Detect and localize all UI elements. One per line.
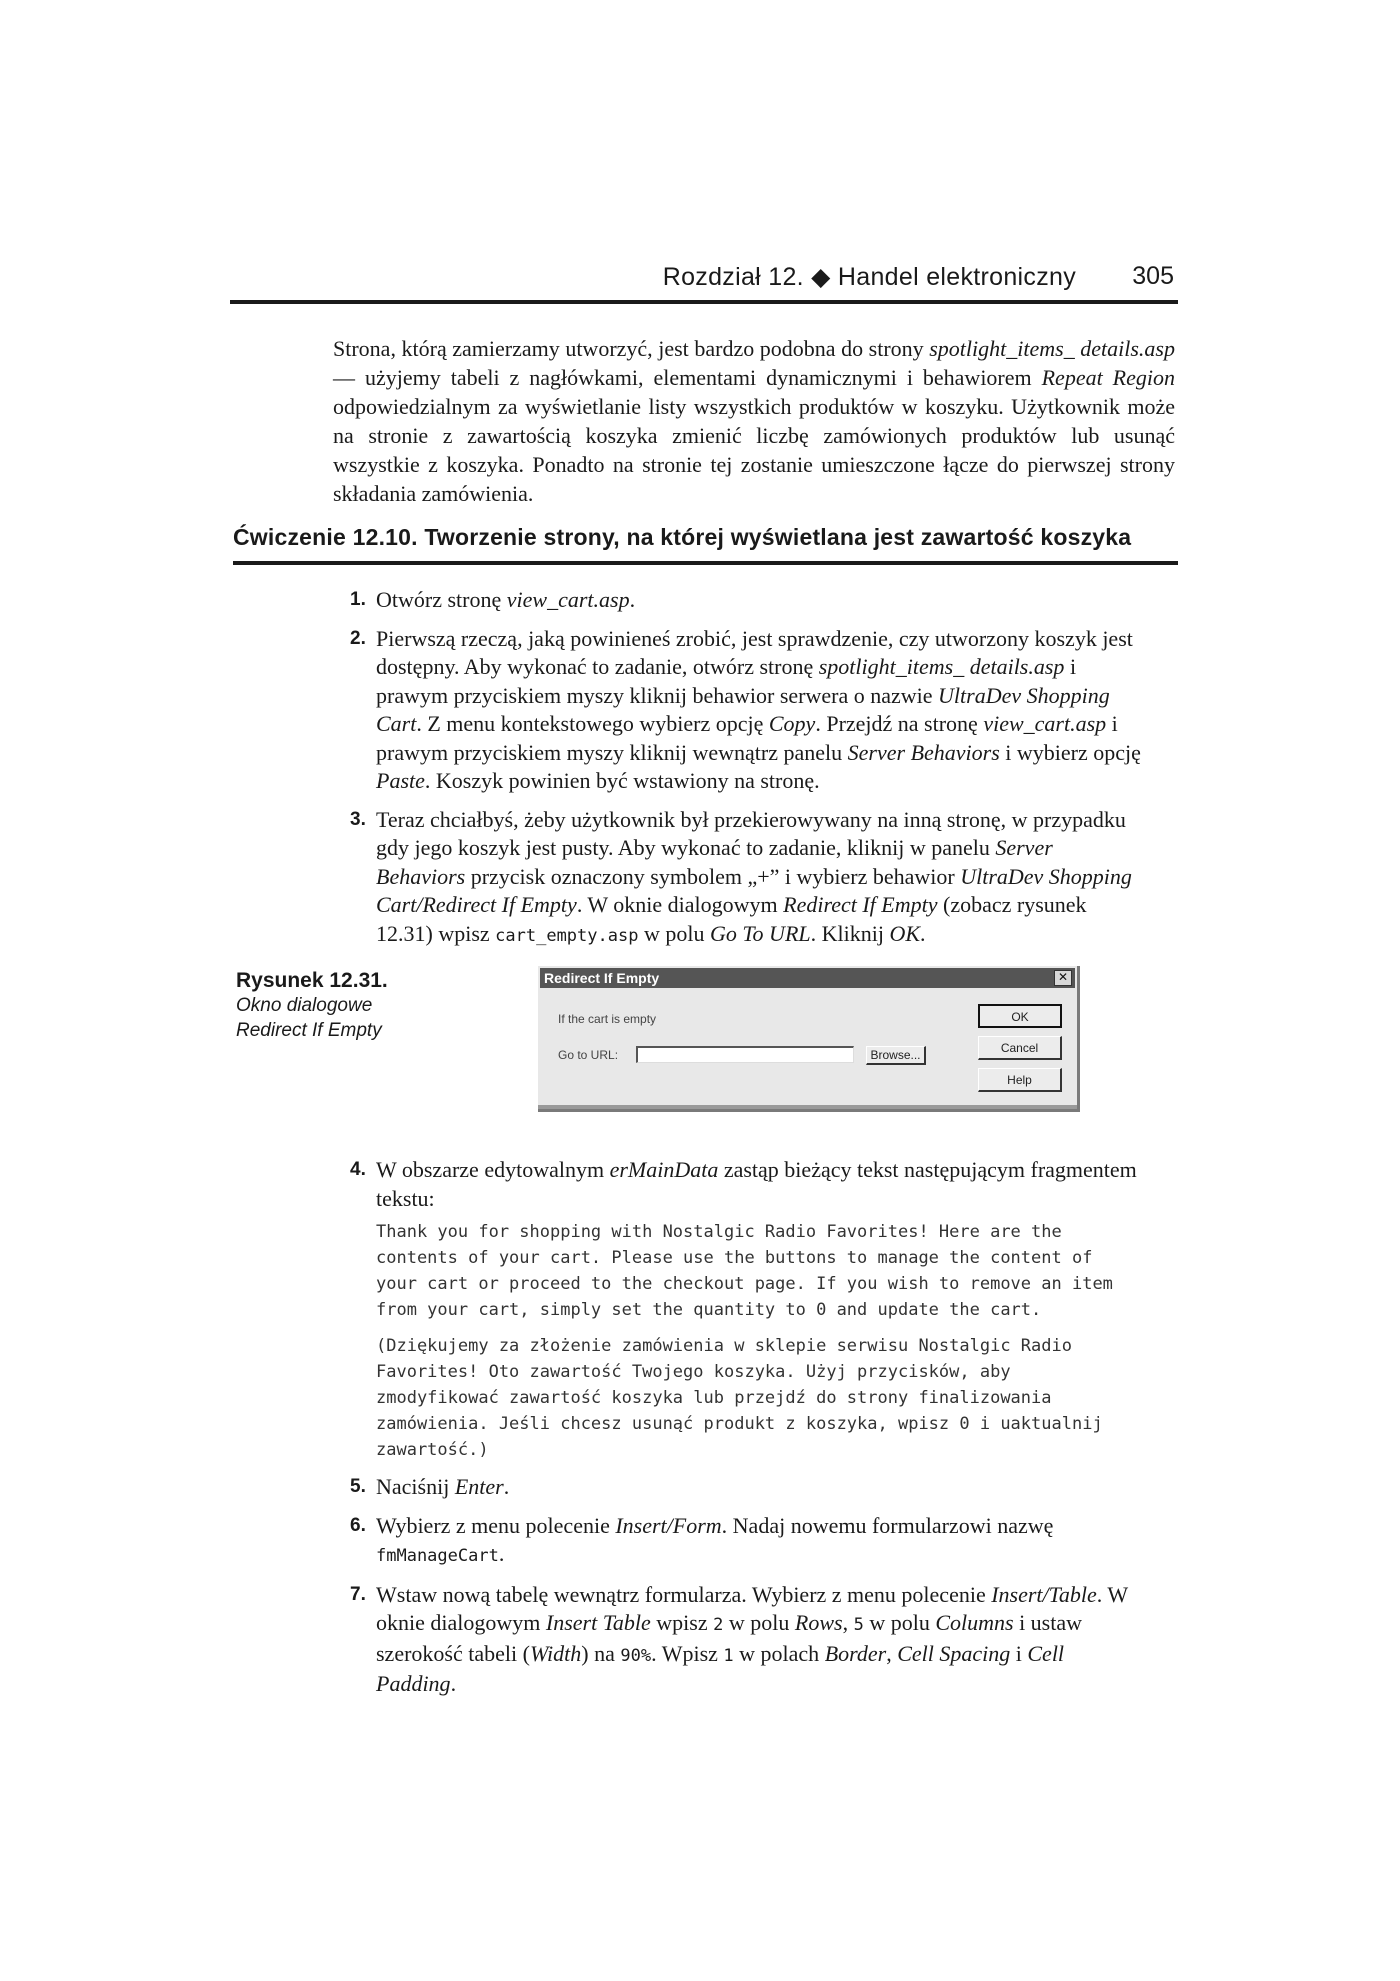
step-text: Otwórz stronę view_cart.asp.: [376, 587, 636, 612]
dialog-titlebar: [540, 968, 1075, 988]
figure-caption: [236, 968, 426, 1043]
code-block-polish: (Dziękujemy za złożenie zamówienia w sklepie serwisu Nostalgic Radio Favorites! Oto zawartość Twojego koszyka. Użyj przycisków, aby zmodyfikować zawartość koszyka lub przejdź do strony finalizowania zamówienia. Jeśli chcesz usunąć produkt z koszyka, wpisz 0 i uaktualnij zawartość.): [376, 1336, 1113, 1460]
dialog-title: Redirect If Empty: [544, 970, 660, 986]
step-text: Wybierz z menu polecenie Insert/Form. Nadaj nowemu formularzowi nazwę fmManageCart.: [376, 1512, 1054, 1566]
step-number: 6.: [350, 1514, 366, 1536]
go-to-url-label: Go to URL:: [558, 1048, 619, 1062]
step-2: [352, 625, 1142, 796]
figure-description: Redirect If Empty: [236, 1020, 382, 1041]
code-block-english: Thank you for shopping with Nostalgic Radio Favorites! Here are the contents of your cart. Please use the buttons to manage the content of your cart or proceed to the checkout page. If you wish to remove an item from your cart, simply set the quantity to 0 and update the cart.: [376, 1222, 1124, 1320]
figure-description: Okno dialogowe: [236, 995, 373, 1016]
redirect-if-empty-dialog: [538, 966, 1080, 1112]
step-text: Pierwszą rzeczą, jaką powinieneś zrobić, jest sprawdzenie, czy utworzony koszyk jest dostępny. Aby wykonać to zadanie, otwórz stronę spotlight_items_ details.asp i prawym przyciskiem myszy kliknij behawior serwera o nazwie UltraDev Shopping Cart. Z menu kontekstowego wybierz opcję Copy. Przejdź na stronę view_cart.asp i prawym przyciskiem myszy kliknij wewnątrz panelu Server Behaviors i wybierz opcję Paste. Koszyk powinien być wstawiony na stronę.: [376, 625, 1141, 793]
dialog-border: [538, 1105, 1077, 1109]
intro-paragraph: [333, 334, 1175, 508]
figure-label: Rysunek 12.31.: [236, 969, 388, 992]
step-number: 5.: [350, 1476, 366, 1497]
step-text: W obszarze edytowalnym erMainData zastąp bieżący tekst następującym fragmentem tekstu:: [376, 1157, 1137, 1211]
ok-button[interactable]: OK: [978, 1004, 1062, 1028]
cancel-button[interactable]: Cancel: [978, 1036, 1062, 1060]
step-number: 7.: [350, 1583, 366, 1605]
step-number: 2.: [350, 627, 366, 649]
page-header: [230, 262, 1178, 304]
step-text: Wstaw nową tabelę wewnątrz formularza. Wybierz z menu polecenie Insert/Table. W oknie dialogowym Insert Table wpisz 2 w polu Rows, 5 w polu Columns i ustaw szerokość tabeli (Width) na 90%. Wpisz 1 w polach Border, Cell Spacing i Cell Padding.: [376, 1581, 1128, 1696]
help-button[interactable]: Help: [978, 1068, 1062, 1092]
intro-text: Strona, którą zamierzamy utworzyć, jest bardzo podobna do strony: [333, 336, 930, 361]
chapter-title: Rozdział 12. ◆ Handel elektroniczny: [662, 263, 1076, 291]
step-5: [352, 1473, 1142, 1502]
close-icon[interactable]: ✕: [1054, 970, 1072, 986]
step-7: [352, 1581, 1142, 1699]
intro-file-name: spotlight_items_ details.asp: [929, 336, 1175, 361]
step-text: Naciśnij Enter.: [376, 1474, 510, 1499]
step-number: 3.: [350, 808, 366, 830]
page-number: 305: [1132, 262, 1174, 290]
step-3: [352, 806, 1142, 951]
step-1: [352, 586, 1142, 615]
step-4: [352, 1156, 1142, 1463]
cart-empty-label: If the cart is empty: [558, 1012, 657, 1026]
step-number: 1.: [350, 589, 366, 610]
intro-text: odpowiedzialnym za wyświetlanie listy wszystkich produktów w koszyku. Użytkownik może na stronie z zawartością koszyka zmienić liczbę zamówionych produktów lub usunąć wszystkie z koszyka. Ponadto na stronie tej zostanie umieszczone łącze do pierwszej strony składania zamówienia.: [333, 394, 1175, 506]
go-to-url-input[interactable]: [636, 1046, 854, 1063]
steps-list: [352, 586, 1142, 1709]
step-6: [352, 1512, 1142, 1571]
intro-text: — użyjemy tabeli z nagłówkami, elementami dynamicznymi i behawiorem: [333, 365, 1042, 390]
intro-behavior-name: Repeat Region: [1041, 365, 1175, 390]
exercise-heading: Ćwiczenie 12.10. Tworzenie strony, na której wyświetlana jest zawartość koszyka: [233, 524, 1178, 565]
browse-button[interactable]: Browse...: [866, 1046, 926, 1065]
step-number: 4.: [350, 1159, 366, 1180]
step-text: Teraz chciałbyś, żeby użytkownik był przekierowywany na inną stronę, w przypadku gdy jego koszyk jest pusty. Aby wykonać to zadanie, kliknij w panelu Server Behaviors przycisk oznaczony symbolem „+” i wybierz behawior UltraDev Shopping Cart/Redirect If Empty. W oknie dialogowym Redirect If Empty (zobacz rysunek 12.31) wpisz cart_empty.asp w polu Go To URL. Kliknij OK.: [376, 806, 1132, 946]
